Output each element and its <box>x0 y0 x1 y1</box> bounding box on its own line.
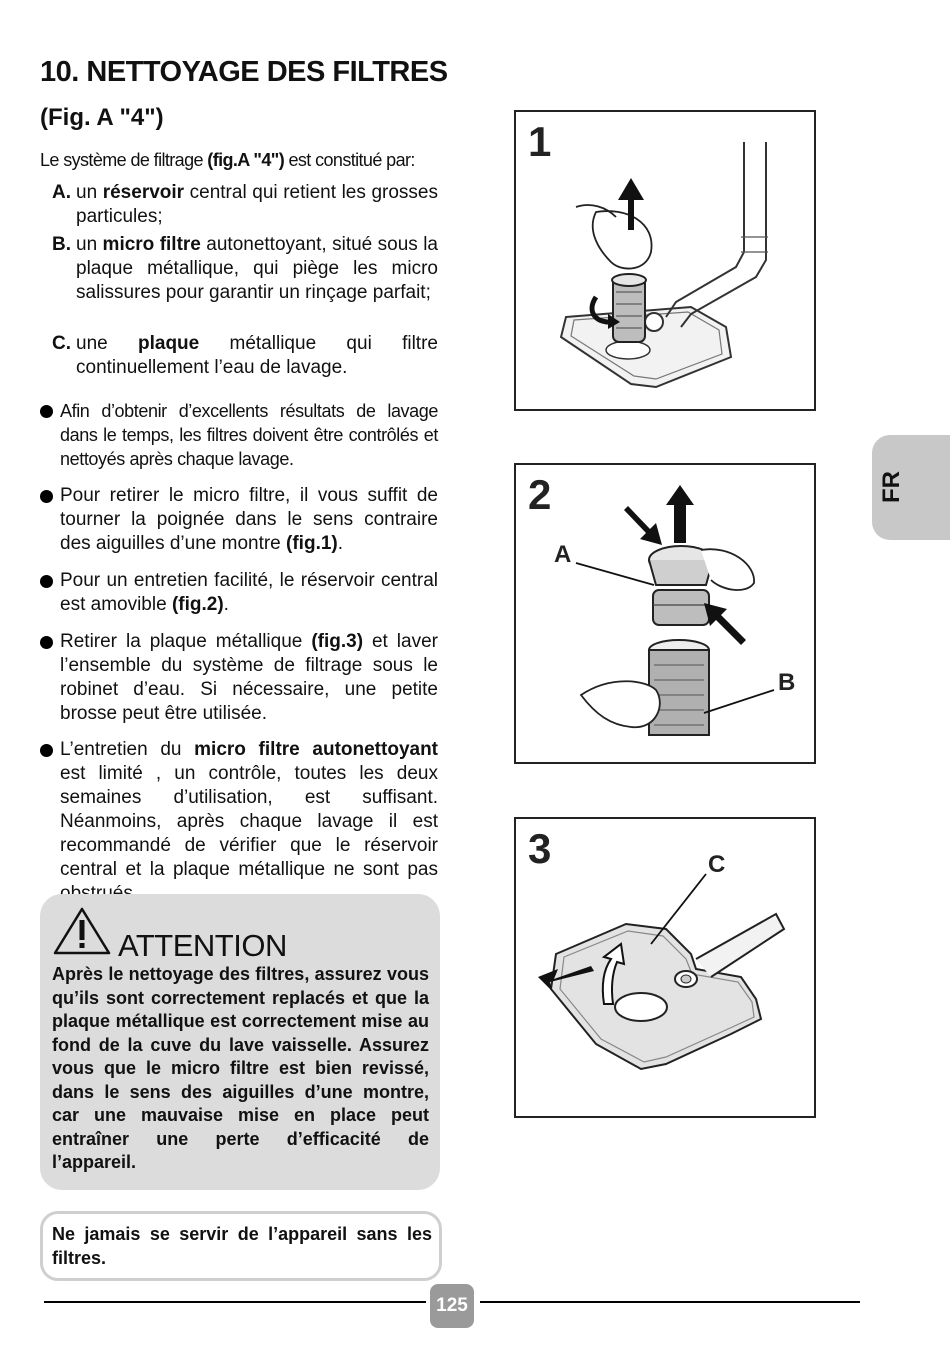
bullet-item <box>40 569 438 617</box>
plate-removal-illustration <box>516 819 814 1116</box>
bullet-bold: (fig.2) <box>171 594 224 615</box>
item-text: un <box>76 182 103 203</box>
note-text: Ne jamais se servir de l’appareil sans les filtres. <box>52 1224 432 1268</box>
bullet-text: Afin d’obtenir d’excellents résultats de lavage dans le temps, les filtres doivent être contrôlés et nettoyés après chaque lavage. <box>60 401 438 469</box>
footer-rule-left <box>44 1301 426 1303</box>
bullet-text: L’entretien du <box>60 739 195 760</box>
filter-removal-illustration <box>516 112 814 409</box>
item-text: un <box>76 234 103 255</box>
component-item-b <box>52 233 438 305</box>
attention-title: ATTENTION <box>118 928 287 963</box>
figure-reference-heading: (Fig. A "4") <box>40 104 164 131</box>
item-bold: micro filtre <box>102 234 201 255</box>
bullet-bold: (fig.1) <box>286 533 338 554</box>
component-item-c <box>52 332 438 380</box>
bullet-text: et laver l’ensemble du système de filtrage sous le robinet d’eau. Si nécessaire, une petite brosse peut être utilisée. <box>60 631 438 724</box>
bullet-item <box>40 484 438 556</box>
item-letter: A. <box>52 182 71 203</box>
bullet-icon <box>40 636 53 649</box>
reservoir-removal-illustration <box>516 465 814 762</box>
bullet-item <box>40 630 438 726</box>
bullet-text: est limité , un contrôle, toutes les deux semaines d’utilisation, est suffisant. Néanmoins, après chaque lavage il est recommandé de vérifier que le réservoir central et la plaque métallique ne sont pas <box>60 763 438 880</box>
page-number: 125 <box>430 1284 474 1328</box>
bullet-bold: (fig.3) <box>311 631 364 652</box>
intro-figure-ref: (fig.A "4") <box>207 150 285 170</box>
language-tab-label: FR <box>878 471 905 503</box>
item-text: une <box>76 333 138 354</box>
item-bold: réservoir <box>102 182 185 203</box>
bullet-text: Pour un entretien facilité, le réservoir central est amovible <box>60 570 438 615</box>
label-c: C <box>708 851 726 878</box>
figure-3 <box>514 817 816 1118</box>
bullet-item <box>40 738 438 906</box>
bullet-icon <box>40 405 53 418</box>
label-b: B <box>778 669 796 696</box>
figure-number: 2 <box>528 471 552 518</box>
item-text: métallique qui filtre continuellement l’eau de lavage. <box>76 333 438 378</box>
intro-paragraph <box>40 150 450 171</box>
bullet-icon <box>40 490 53 503</box>
bullet-text: . <box>223 594 229 615</box>
bullet-icon <box>40 575 53 588</box>
item-text: central qui retient les grosses particules; <box>76 182 438 227</box>
bullet-bold: micro filtre autonettoyant <box>194 739 439 760</box>
item-text: autonettoyant, situé sous la plaque métallique, qui piège les micro salissures pour garantir un rinçage parfait; <box>76 234 438 303</box>
figure-2 <box>514 463 816 764</box>
item-letter: B. <box>52 234 71 255</box>
item-bold: plaque <box>138 333 200 354</box>
item-letter: C. <box>52 333 71 354</box>
figure-number: 3 <box>528 825 552 872</box>
bullet-icon <box>40 744 53 757</box>
figure-number: 1 <box>528 118 552 165</box>
intro-text: Le système de filtrage <box>40 150 208 170</box>
bullet-text: . <box>337 533 344 554</box>
warning-triangle-icon <box>52 906 112 956</box>
intro-text-end: est constitué par: <box>284 150 415 170</box>
bullet-item <box>40 399 438 471</box>
component-item-a <box>52 181 438 229</box>
section-title: 10. NETTOYAGE DES FILTRES <box>40 56 448 88</box>
figure-1 <box>514 110 816 411</box>
bullet-text: Retirer la plaque métallique <box>60 631 312 652</box>
label-a: A <box>554 541 572 568</box>
attention-text: Après le nettoyage des filtres, assurez vous qu’ils sont correctement replacés et que la plaque métallique est correctement mise au fond de la cuve du lave vaisselle. Assurez vous que le micro filtre est bien revissé, dans le sens des aiguilles d’une montre, car une mauvaise mise en place peut entraîner une perte d’efficacité de l’appareil. <box>52 964 429 1172</box>
bullet-text: Pour retirer le micro filtre, il vous suffit de tourner la poignée dans le sens contraire des aiguilles d’une montre <box>60 485 438 554</box>
footer-rule-right <box>480 1301 860 1303</box>
